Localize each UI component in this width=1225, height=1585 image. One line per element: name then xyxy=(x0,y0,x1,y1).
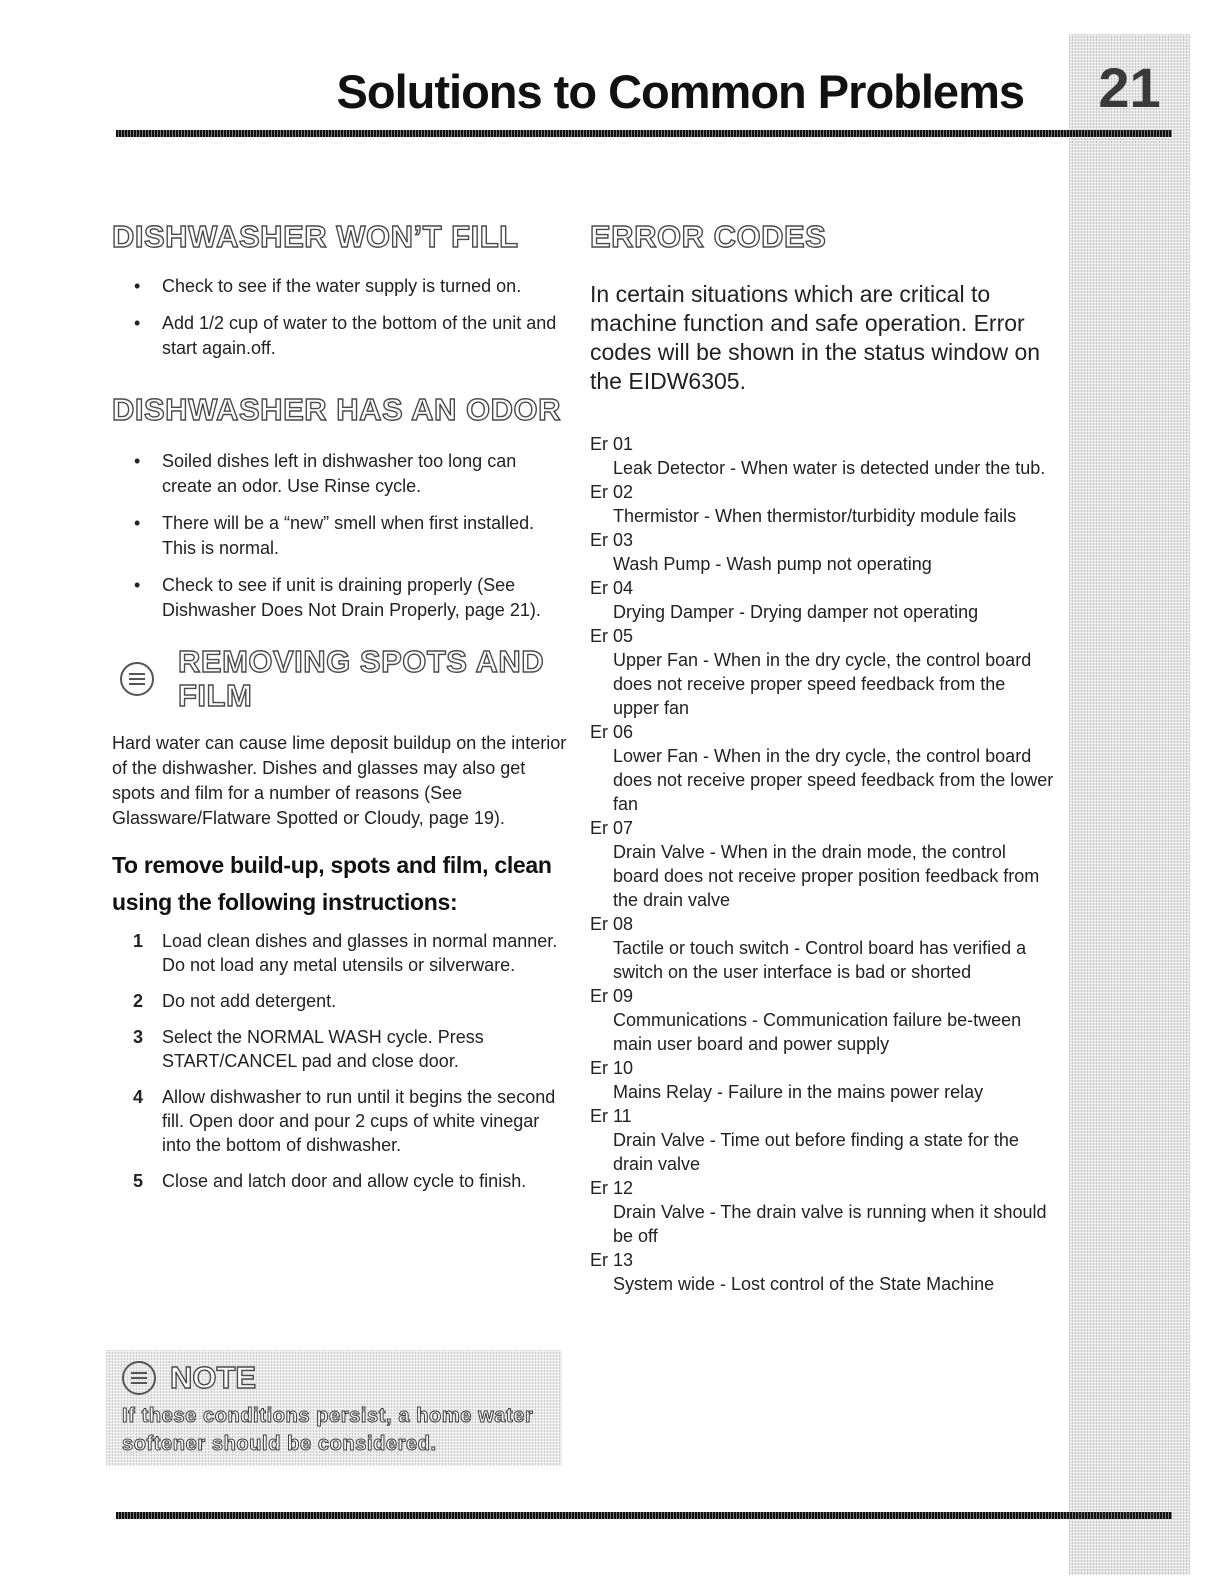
error-code-desc: System wide - Lost control of the State Machine xyxy=(613,1274,995,1295)
note-text: If these conditions persist, a home water softener should be considered. xyxy=(122,1405,534,1455)
error-code: Er 11 xyxy=(590,1106,632,1127)
side-band xyxy=(1069,34,1190,1575)
error-code-desc: Tactile or touch switch - Control board has verified a switch on the user interface is bad or shorted xyxy=(613,938,1027,983)
error-codes-heading: ERROR CODES xyxy=(590,219,827,254)
steps-list xyxy=(112,929,568,1193)
note-title-row xyxy=(122,1360,256,1396)
note-icon xyxy=(122,1361,156,1395)
spots-heading-row xyxy=(112,645,568,713)
error-code-item xyxy=(590,816,1055,912)
error-code: Er 04 xyxy=(590,578,634,599)
note-title: NOTE xyxy=(170,1360,257,1395)
note-box xyxy=(106,1350,562,1466)
error-code-item xyxy=(590,576,1055,624)
list-item: • There will be a “new” smell when first installed. This is normal. xyxy=(112,511,568,561)
error-code-item xyxy=(590,1104,1055,1176)
top-rule xyxy=(116,130,1172,137)
step-number: 3 xyxy=(133,1027,144,1048)
error-code-desc: Drain Valve - The drain valve is running when it should be off xyxy=(613,1202,1047,1247)
error-code-item xyxy=(590,1248,1055,1296)
error-code: Er 08 xyxy=(590,914,634,935)
step-text: Close and latch door and allow cycle to finish. xyxy=(162,1171,527,1192)
step-number: 1 xyxy=(133,931,144,952)
list-item: • Add 1/2 cup of water to the bottom of the unit and start again.off. xyxy=(112,311,568,361)
page-title: Solutions to Common Problems xyxy=(336,65,1024,118)
error-code: Er 12 xyxy=(590,1178,634,1199)
odor-heading: DISHWASHER HAS AN ODOR xyxy=(112,392,562,428)
error-code-item xyxy=(590,624,1055,720)
error-code-desc: Upper Fan - When in the dry cycle, the control board does not receive proper speed feedback from the upper fan xyxy=(613,650,1032,719)
error-code: Er 05 xyxy=(590,626,634,647)
note-icon xyxy=(120,662,154,696)
error-code-desc: Lower Fan - When in the dry cycle, the control board does not receive proper speed feedback from the lower fan xyxy=(613,746,1054,815)
wont-fill-list xyxy=(112,274,568,361)
step-text: Allow dishwasher to run until it begins the second fill. Open door and pour 2 cups of white vinegar into the bottom of dishwasher. xyxy=(162,1087,556,1156)
step-number: 5 xyxy=(133,1171,144,1192)
error-code-item xyxy=(590,432,1055,480)
error-code-item xyxy=(590,984,1055,1056)
error-code-desc: Mains Relay - Failure in the mains power relay xyxy=(613,1082,984,1103)
bottom-rule xyxy=(116,1512,1172,1519)
list-item xyxy=(112,1025,568,1073)
step-number: 2 xyxy=(133,991,144,1012)
list-item: • Soiled dishes left in dishwasher too long can create an odor. Use Rinse cycle. xyxy=(112,449,568,499)
odor-list xyxy=(112,449,568,623)
spots-subheading: To remove build-up, spots and film, clean using the following instructions: xyxy=(112,852,552,916)
right-column xyxy=(590,220,1055,1296)
error-code-list xyxy=(590,432,1055,1296)
error-code-item xyxy=(590,528,1055,576)
step-number: 4 xyxy=(133,1087,144,1108)
step-text: Do not add detergent. xyxy=(162,991,337,1012)
error-code-item xyxy=(590,912,1055,984)
error-code: Er 06 xyxy=(590,722,634,743)
left-column xyxy=(112,220,568,1205)
page-number: 21 xyxy=(1098,56,1161,119)
wont-fill-heading: DISHWASHER WON’T FILL xyxy=(112,219,519,254)
error-code: Er 03 xyxy=(590,530,634,551)
error-code-item xyxy=(590,480,1055,528)
error-code-item xyxy=(590,720,1055,816)
error-code-desc: Drain Valve - When in the drain mode, the control board does not receive proper position feedback from the drain valve xyxy=(613,842,1040,911)
step-text: Select the NORMAL WASH cycle. Press START/CANCEL pad and close door. xyxy=(162,1027,484,1072)
spots-heading: REMOVING SPOTS AND FILM xyxy=(178,644,545,714)
error-code-desc: Thermistor - When thermistor/turbidity module fails xyxy=(613,506,1017,527)
error-code: Er 09 xyxy=(590,986,634,1007)
error-code-item xyxy=(590,1056,1055,1104)
list-item: • Check to see if unit is draining properly (See Dishwasher Does Not Drain Properly, page 21). xyxy=(112,573,568,623)
error-code: Er 10 xyxy=(590,1058,634,1079)
error-code: Er 13 xyxy=(590,1250,634,1271)
error-codes-intro: In certain situations which are critical to machine function and safe operation. Error codes will be shown in the status window on the EIDW6305. xyxy=(590,281,1041,395)
error-code-desc: Communications - Communication failure be-tween main user board and power supply xyxy=(613,1010,1022,1055)
error-code-desc: Leak Detector - When water is detected under the tub. xyxy=(613,458,1046,479)
list-item xyxy=(112,989,568,1013)
spots-paragraph: Hard water can cause lime deposit buildup on the interior of the dishwasher. Dishes and glasses may also get spots and film for a number of reasons (See Glassware/Flatware Spotted or Cloudy, page 19). xyxy=(112,733,567,829)
error-code-desc: Drying Damper - Drying damper not operating xyxy=(613,602,979,623)
error-code-desc: Drain Valve - Time out before finding a state for the drain valve xyxy=(613,1130,1019,1175)
step-text: Load clean dishes and glasses in normal manner. Do not load any metal utensils or silverware. xyxy=(162,931,558,976)
error-code: Er 07 xyxy=(590,818,634,839)
list-item xyxy=(112,1085,568,1157)
error-code: Er 02 xyxy=(590,482,634,503)
error-code-item xyxy=(590,1176,1055,1248)
list-item xyxy=(112,1169,568,1193)
list-item: • Check to see if the water supply is turned on. xyxy=(112,274,568,299)
list-item xyxy=(112,929,568,977)
error-code: Er 01 xyxy=(590,434,634,455)
error-code-desc: Wash Pump - Wash pump not operating xyxy=(613,554,932,575)
